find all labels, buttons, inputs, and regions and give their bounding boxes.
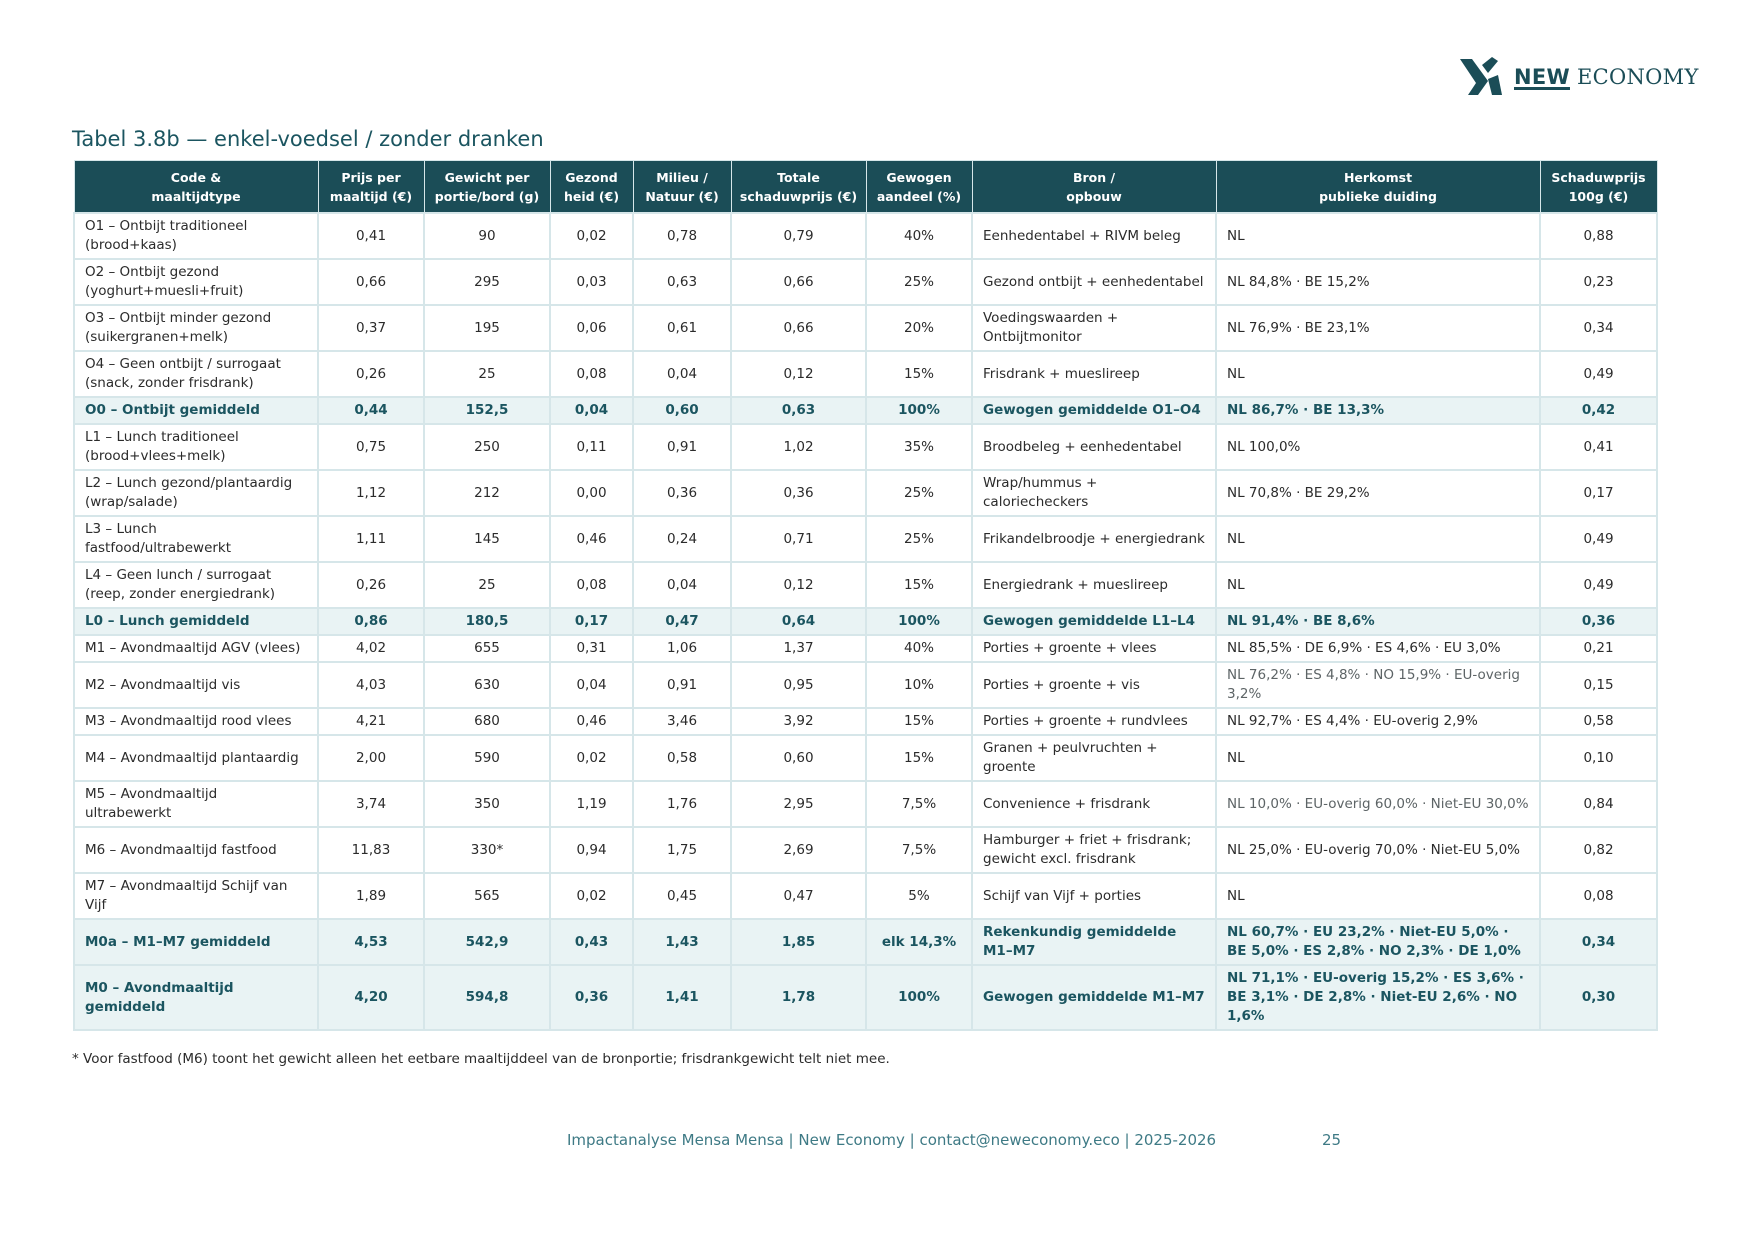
table-cell: 10% [866,662,972,708]
table-cell: 0,26 [318,351,424,397]
table-cell: 40% [866,213,972,259]
table-cell: NL 76,2% · ES 4,8% · NO 15,9% · EU-overig 3,2% [1216,662,1540,708]
table-cell: 1,06 [633,635,731,662]
table-cell: M1 – Avondmaaltijd AGV (vlees) [74,635,318,662]
column-header [1216,161,1540,214]
table-cell: NL 70,8% · BE 29,2% [1216,470,1540,516]
table-cell: 0,95 [731,662,866,708]
table-cell: 4,20 [318,965,424,1030]
table-cell: 180,5 [424,608,550,635]
table-cell: 0,45 [633,873,731,919]
column-header-line: Schaduwprijs [1551,169,1646,185]
table-cell: 15% [866,735,972,781]
table-cell: 20% [866,305,972,351]
table-cell: 100% [866,397,972,424]
table-header-row [74,161,1657,214]
table-cell: 0,71 [731,516,866,562]
table-cell: L0 – Lunch gemiddeld [74,608,318,635]
table-cell: 0,46 [550,516,633,562]
table-cell: 0,49 [1540,516,1657,562]
table-cell: M3 – Avondmaaltijd rood vlees [74,708,318,735]
column-header-line: Totale [777,169,820,185]
table-cell: 4,53 [318,919,424,965]
table-cell: L2 – Lunch gezond/plantaardig (wrap/salade) [74,470,318,516]
table-cell: 680 [424,708,550,735]
column-header-line: Herkomst [1343,169,1413,185]
table-cell: 295 [424,259,550,305]
table-row [74,516,1657,562]
table-row [74,735,1657,781]
table-cell: 4,03 [318,662,424,708]
table-row [74,470,1657,516]
table-cell: M2 – Avondmaaltijd vis [74,662,318,708]
table-cell: 0,91 [633,662,731,708]
table-cell: NL [1216,735,1540,781]
table-cell: 0,66 [731,259,866,305]
table-cell: 0,12 [731,562,866,608]
table-cell: 0,08 [550,351,633,397]
table-cell: 7,5% [866,827,972,873]
column-header-line: portie/bord (g) [434,188,540,204]
table-cell: 0,49 [1540,351,1657,397]
table-cell: 0,34 [1540,919,1657,965]
table-cell: NL [1216,873,1540,919]
table-cell: 0,02 [550,213,633,259]
table-cell: L4 – Geen lunch / surrogaat (reep, zonder energiedrank) [74,562,318,608]
table-cell: 0,47 [731,873,866,919]
column-header [318,161,424,214]
table-cell: 0,04 [550,662,633,708]
table-cell: NL 84,8% · BE 15,2% [1216,259,1540,305]
table-cell: O3 – Ontbijt minder gezond (suikergranen+melk) [74,305,318,351]
table-cell: O2 – Ontbijt gezond (yoghurt+muesli+fruit) [74,259,318,305]
table-title: Tabel 3.8b — enkel-voedsel / zonder dranken [72,127,544,151]
table-cell: 0,17 [550,608,633,635]
table-cell: 0,15 [1540,662,1657,708]
table-cell: L1 – Lunch traditioneel (brood+vlees+melk) [74,424,318,470]
table-cell: 1,02 [731,424,866,470]
brand-logo [1458,54,1699,100]
table-row [74,424,1657,470]
table-cell: 0,66 [731,305,866,351]
table-cell: 0,58 [1540,708,1657,735]
table-cell: 195 [424,305,550,351]
table-cell: 0,04 [550,397,633,424]
column-header-line: opbouw [1066,188,1122,204]
table-cell: 0,60 [731,735,866,781]
table-cell: 0,86 [318,608,424,635]
column-header [550,161,633,214]
table-cell: Gewogen gemiddelde O1–O4 [972,397,1216,424]
table-cell: M0 – Avondmaaltijd gemiddeld [74,965,318,1030]
column-header-line: publieke duiding [1319,188,1437,204]
table-cell: 0,03 [550,259,633,305]
table-row [74,351,1657,397]
table-cell: 2,95 [731,781,866,827]
table-cell: NL 91,4% · BE 8,6% [1216,608,1540,635]
table-cell: O1 – Ontbijt traditioneel (brood+kaas) [74,213,318,259]
column-header-line: Bron / [1072,169,1116,185]
table-row [74,781,1657,827]
table-cell: O0 – Ontbijt gemiddeld [74,397,318,424]
table-row [74,827,1657,873]
table-cell: 0,64 [731,608,866,635]
table-cell: 0,08 [550,562,633,608]
table-cell: 1,37 [731,635,866,662]
table-cell: Porties + groente + vis [972,662,1216,708]
table-cell: 3,46 [633,708,731,735]
table-cell: M0a – M1–M7 gemiddeld [74,919,318,965]
column-header-line: Natuur (€) [645,188,719,204]
table-cell: 542,9 [424,919,550,965]
table-cell: 212 [424,470,550,516]
table-cell: NL [1216,213,1540,259]
table-cell: 0,21 [1540,635,1657,662]
table-cell: NL 25,0% · EU-overig 70,0% · Niet-EU 5,0% [1216,827,1540,873]
table-cell: 0,94 [550,827,633,873]
table-cell: Porties + groente + rundvlees [972,708,1216,735]
table-cell: 655 [424,635,550,662]
table-cell: 145 [424,516,550,562]
table-cell: 3,92 [731,708,866,735]
table-cell: 0,00 [550,470,633,516]
column-header [424,161,550,214]
table-cell: 0,37 [318,305,424,351]
column-header-line: 100g (€) [1568,188,1629,204]
table-cell: O4 – Geen ontbijt / surrogaat (snack, zonder frisdrank) [74,351,318,397]
table-cell: 35% [866,424,972,470]
table-row [74,873,1657,919]
table-cell: 1,85 [731,919,866,965]
column-header-line: Gewogen [886,169,952,185]
table-row [74,662,1657,708]
table-cell: 0,44 [318,397,424,424]
table-cell: Schijf van Vijf + porties [972,873,1216,919]
table-cell: 0,82 [1540,827,1657,873]
table-cell: 0,04 [633,351,731,397]
table-cell: Gewogen gemiddelde L1–L4 [972,608,1216,635]
table-cell: 0,36 [633,470,731,516]
table-cell: elk 14,3% [866,919,972,965]
table-cell: M7 – Avondmaaltijd Schijf van Vijf [74,873,318,919]
footnote: * Voor fastfood (M6) toont het gewicht alleen het eetbare maaltijddeel van de bronportie; frisdrankgewicht telt niet mee. [72,1051,890,1067]
table-cell: M6 – Avondmaaltijd fastfood [74,827,318,873]
table-cell: 2,00 [318,735,424,781]
column-header [74,161,318,214]
column-header [866,161,972,214]
table-cell: NL 92,7% · ES 4,4% · EU-overig 2,9% [1216,708,1540,735]
table-cell: 0,26 [318,562,424,608]
table-cell: Frisdrank + mueslireep [972,351,1216,397]
table-body [74,213,1657,1030]
column-header-line: heid (€) [563,188,620,204]
table-cell: 350 [424,781,550,827]
table-cell: 0,84 [1540,781,1657,827]
table-cell: 1,43 [633,919,731,965]
table-cell: 630 [424,662,550,708]
table-cell: 0,10 [1540,735,1657,781]
table-cell: Convenience + frisdrank [972,781,1216,827]
table-cell: Wrap/hummus + caloriecheckers [972,470,1216,516]
table-row [74,259,1657,305]
table-cell: Eenhedentabel + RIVM beleg [972,213,1216,259]
table-cell: 594,8 [424,965,550,1030]
table-cell: 90 [424,213,550,259]
column-header [731,161,866,214]
table-cell: 152,5 [424,397,550,424]
table-cell: 0,91 [633,424,731,470]
table-cell: Porties + groente + vlees [972,635,1216,662]
table-cell: 25 [424,351,550,397]
column-header-line: Milieu / [656,169,708,185]
table-cell: 11,83 [318,827,424,873]
table-row [74,635,1657,662]
table-cell: L3 – Lunch fastfood/ultrabewerkt [74,516,318,562]
table-cell: 590 [424,735,550,781]
table-cell: 0,41 [1540,424,1657,470]
table-cell: 0,02 [550,873,633,919]
table-cell: 0,34 [1540,305,1657,351]
table-cell: 0,60 [633,397,731,424]
column-header-line: schaduwprijs (€) [739,188,858,204]
table-row-average [74,397,1657,424]
table-cell: 0,11 [550,424,633,470]
new-economy-logo-icon [1458,55,1502,99]
table-cell: 15% [866,562,972,608]
table-cell: 5% [866,873,972,919]
table-cell: 100% [866,965,972,1030]
table-cell: 0,78 [633,213,731,259]
table-cell: M4 – Avondmaaltijd plantaardig [74,735,318,781]
table-cell: Granen + peulvruchten + groente [972,735,1216,781]
table-cell: 0,49 [1540,562,1657,608]
table-cell: 1,75 [633,827,731,873]
table-cell: 0,30 [1540,965,1657,1030]
table-cell: 1,76 [633,781,731,827]
table-cell: 0,47 [633,608,731,635]
table-cell: 0,42 [1540,397,1657,424]
table-cell: 1,89 [318,873,424,919]
table-cell: Energiedrank + mueslireep [972,562,1216,608]
table-row-average [74,919,1657,965]
table-cell: NL [1216,351,1540,397]
table-cell: 0,79 [731,213,866,259]
shadow-price-table [73,160,1658,1031]
table-cell: 0,02 [550,735,633,781]
brand-name-bold: NEW [1514,65,1570,89]
table-cell: 4,02 [318,635,424,662]
table-cell: Gewogen gemiddelde M1–M7 [972,965,1216,1030]
table-cell: 1,78 [731,965,866,1030]
table-cell: 0,36 [1540,608,1657,635]
table-cell: 25 [424,562,550,608]
table-cell: Rekenkundig gemiddelde M1–M7 [972,919,1216,965]
table-cell: 0,88 [1540,213,1657,259]
table-cell: Hamburger + friet + frisdrank; gewicht excl. frisdrank [972,827,1216,873]
table-row [74,708,1657,735]
table-cell: 250 [424,424,550,470]
table-cell: 565 [424,873,550,919]
table-cell: 40% [866,635,972,662]
table-cell: 0,63 [731,397,866,424]
table-cell: 0,58 [633,735,731,781]
table-cell: 0,41 [318,213,424,259]
column-header [972,161,1216,214]
column-header-line: Gezond [565,169,618,185]
column-header-line: Code & [170,169,222,185]
table-cell: 7,5% [866,781,972,827]
table-cell: 0,36 [731,470,866,516]
brand-name-rest: ECONOMY [1576,65,1699,89]
table-row [74,562,1657,608]
table-cell: 0,31 [550,635,633,662]
column-header-line: aandeel (%) [876,188,962,204]
table-cell: NL 60,7% · EU 23,2% · Niet-EU 5,0% · BE 5,0% · ES 2,8% · NO 2,3% · DE 1,0% [1216,919,1540,965]
table-cell: 0,43 [550,919,633,965]
table-cell: NL [1216,516,1540,562]
table-cell: 1,41 [633,965,731,1030]
table-cell: 0,36 [550,965,633,1030]
table-cell: 0,08 [1540,873,1657,919]
table-cell: Gezond ontbijt + eenhedentabel [972,259,1216,305]
table-cell: Frikandelbroodje + energiedrank [972,516,1216,562]
table-cell: 0,66 [318,259,424,305]
table-cell: 100% [866,608,972,635]
table-cell: 0,06 [550,305,633,351]
table-cell: 0,46 [550,708,633,735]
page-footer: Impactanalyse Mensa Mensa | New Economy | contact@neweconomy.eco | 2025-2026 [567,1131,1217,1149]
table-cell: Voedingswaarden + Ontbijtmonitor [972,305,1216,351]
table-row [74,213,1657,259]
table-cell: 0,04 [633,562,731,608]
table-cell: 0,63 [633,259,731,305]
table-cell: 330* [424,827,550,873]
table-cell: NL [1216,562,1540,608]
table-cell: 15% [866,708,972,735]
column-header [633,161,731,214]
table-cell: 0,23 [1540,259,1657,305]
table-cell: 0,24 [633,516,731,562]
column-header-line: Prijs per [341,169,401,185]
table-cell: 2,69 [731,827,866,873]
table-cell: 0,61 [633,305,731,351]
table-row-average [74,608,1657,635]
table-cell: 1,11 [318,516,424,562]
table-cell: 0,75 [318,424,424,470]
table-cell: 25% [866,259,972,305]
table-cell: NL 10,0% · EU-overig 60,0% · Niet-EU 30,0% [1216,781,1540,827]
table-cell: NL 100,0% [1216,424,1540,470]
table-cell: NL 76,9% · BE 23,1% [1216,305,1540,351]
table-cell: 4,21 [318,708,424,735]
table-cell: 0,12 [731,351,866,397]
brand-name [1514,65,1699,89]
table-cell: NL 85,5% · DE 6,9% · ES 4,6% · EU 3,0% [1216,635,1540,662]
page-number: 25 [1322,1131,1342,1149]
table-cell: M5 – Avondmaaltijd ultrabewerkt [74,781,318,827]
table-cell: 1,19 [550,781,633,827]
table-cell: 15% [866,351,972,397]
column-header [1540,161,1657,214]
table-row-average [74,965,1657,1030]
table-cell: Broodbeleg + eenhedentabel [972,424,1216,470]
table-cell: 1,12 [318,470,424,516]
column-header-line: maaltijdtype [151,188,241,204]
table-cell: 3,74 [318,781,424,827]
column-header-line: maaltijd (€) [329,188,413,204]
table-row [74,305,1657,351]
table-cell: 25% [866,516,972,562]
table-cell: 25% [866,470,972,516]
table-cell: 0,17 [1540,470,1657,516]
table-cell: NL 71,1% · EU-overig 15,2% · ES 3,6% · BE 3,1% · DE 2,8% · Niet-EU 2,6% · NO 1,6% [1216,965,1540,1030]
table-cell: NL 86,7% · BE 13,3% [1216,397,1540,424]
column-header-line: Gewicht per [444,169,530,185]
